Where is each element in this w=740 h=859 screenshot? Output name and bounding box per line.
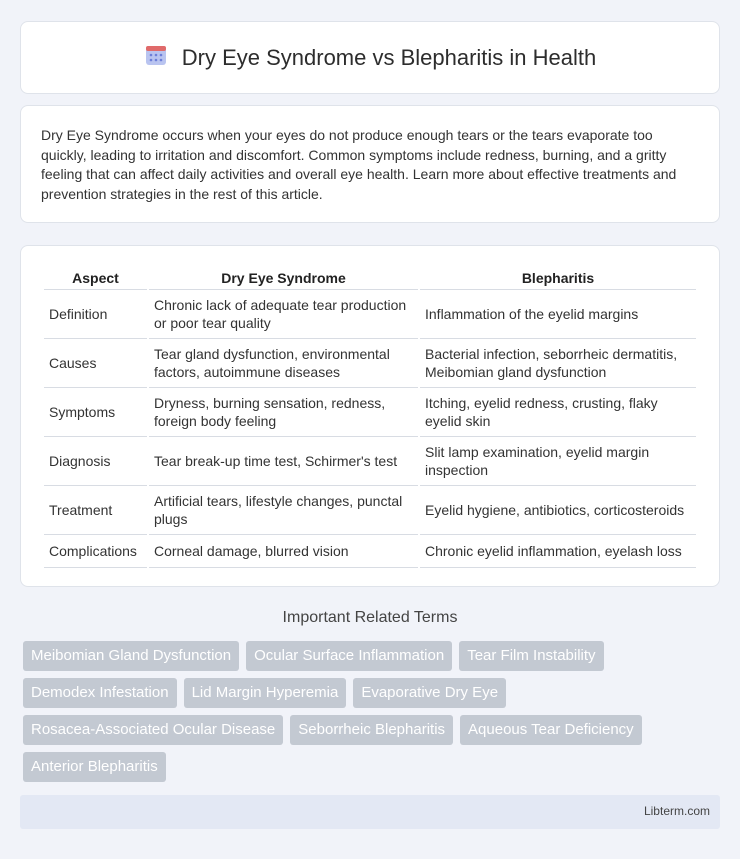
related-terms-list xyxy=(23,641,703,782)
related-term-tag[interactable]: Evaporative Dry Eye xyxy=(353,678,506,708)
related-term-tag[interactable]: Anterior Blepharitis xyxy=(23,752,166,782)
row-blepharitis: Bacterial infection, seborrheic dermatitis, Meibomian gland dysfunction xyxy=(420,339,696,388)
comparison-table xyxy=(42,266,698,568)
related-term-tag[interactable]: Ocular Surface Inflammation xyxy=(246,641,452,671)
intro-text: Dry Eye Syndrome occurs when your eyes do not produce enough tears or the tears evaporate too quickly, leading to irritation and discomfort. Common symptoms include redness, burning, and a gritty feeling that can affect daily activities and overall eye health. Learn more about effective treatments and prevention strategies in the rest of this article. xyxy=(41,127,677,202)
header-card xyxy=(20,21,720,94)
related-term-tag[interactable]: Rosacea-Associated Ocular Disease xyxy=(23,715,283,745)
comparison-card xyxy=(20,245,720,587)
related-term-tag[interactable]: Demodex Infestation xyxy=(23,678,177,708)
row-dry-eye: Artificial tears, lifestyle changes, punctal plugs xyxy=(149,486,418,535)
row-aspect: Complications xyxy=(44,535,147,568)
table-row xyxy=(44,535,696,568)
related-term-tag[interactable]: Aqueous Tear Deficiency xyxy=(460,715,642,745)
row-aspect: Treatment xyxy=(44,486,147,535)
row-blepharitis: Itching, eyelid redness, crusting, flaky eyelid skin xyxy=(420,388,696,437)
row-aspect: Definition xyxy=(44,290,147,339)
calendar-grid-icon xyxy=(144,43,168,72)
row-blepharitis: Slit lamp examination, eyelid margin inspection xyxy=(420,437,696,486)
row-dry-eye: Dryness, burning sensation, redness, foreign body feeling xyxy=(149,388,418,437)
row-aspect: Causes xyxy=(44,339,147,388)
header-dry-eye: Dry Eye Syndrome xyxy=(149,266,418,290)
table-row xyxy=(44,437,696,486)
table-row xyxy=(44,486,696,535)
header-aspect: Aspect xyxy=(44,266,147,290)
row-dry-eye: Corneal damage, blurred vision xyxy=(149,535,418,568)
table-row xyxy=(44,290,696,339)
row-aspect: Diagnosis xyxy=(44,437,147,486)
footer xyxy=(20,795,720,829)
row-blepharitis: Inflammation of the eyelid margins xyxy=(420,290,696,339)
footer-site-link[interactable]: Libterm.com xyxy=(643,804,710,818)
related-terms-title: Important Related Terms xyxy=(282,609,458,626)
table-row xyxy=(44,388,696,437)
related-term-tag[interactable]: Lid Margin Hyperemia xyxy=(184,678,347,708)
row-blepharitis: Eyelid hygiene, antibiotics, corticosteroids xyxy=(420,486,696,535)
related-term-tag[interactable]: Meibomian Gland Dysfunction xyxy=(23,641,239,671)
row-dry-eye: Chronic lack of adequate tear production or poor tear quality xyxy=(149,290,418,339)
row-dry-eye: Tear gland dysfunction, environmental factors, autoimmune diseases xyxy=(149,339,418,388)
row-aspect: Symptoms xyxy=(44,388,147,437)
intro-card xyxy=(20,105,720,223)
table-row xyxy=(44,339,696,388)
header-blepharitis: Blepharitis xyxy=(420,266,696,290)
related-term-tag[interactable]: Seborrheic Blepharitis xyxy=(290,715,453,745)
related-term-tag[interactable]: Tear Film Instability xyxy=(459,641,603,671)
page-title: Dry Eye Syndrome vs Blepharitis in Health xyxy=(181,44,597,70)
row-blepharitis: Chronic eyelid inflammation, eyelash loss xyxy=(420,535,696,568)
header xyxy=(144,43,597,72)
row-dry-eye: Tear break-up time test, Schirmer's test xyxy=(149,437,418,486)
table-header-row xyxy=(44,266,696,290)
